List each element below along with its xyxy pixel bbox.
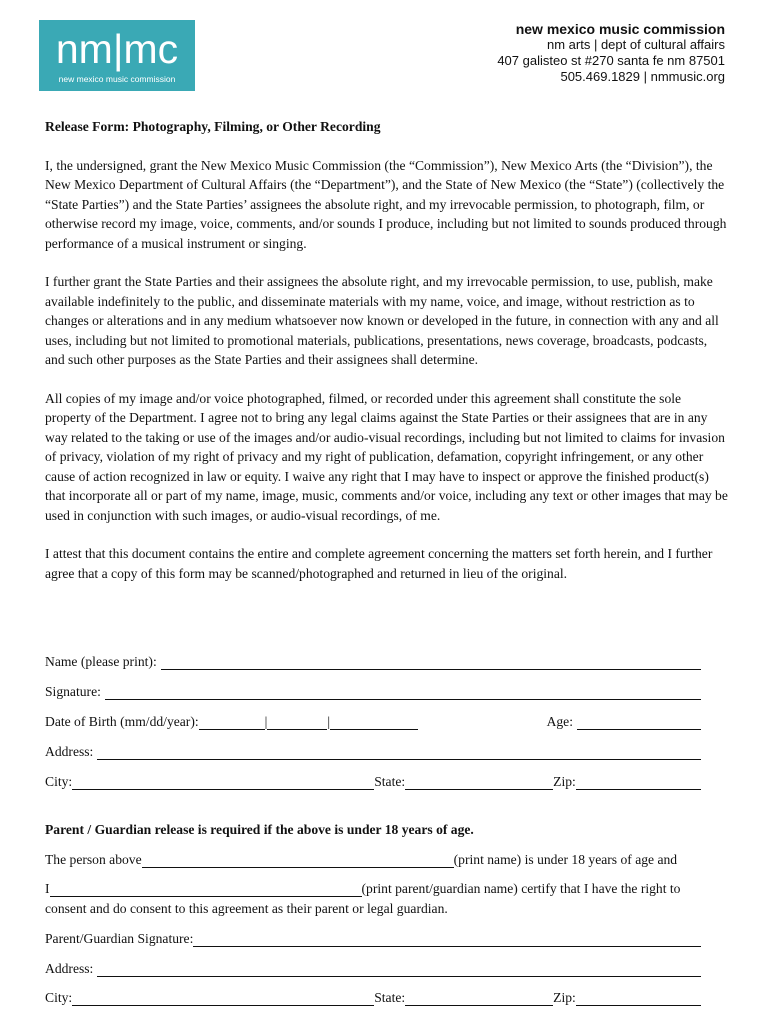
- paragraph-ownership: All copies of my image and/or voice photographed, filmed, or recorded under this agreement shall constitute the sole property of the Department. I agree not to bring any legal claims against the State Parties or their assignees that are in any way related to the taking or use of the images and/or audio-visual recordings, including but not limited to claims for invasion of privacy, violation of my right of privacy and my right of publication, defamation, copyright infringement, or any other cause of action recognized in law or equity. I waive any right that I may have to inspect or approve the finished product(s) that incorporate all or part of my name, image, music, comments and/or voice, including any text or other images that may be used in conjunction with such images, or audio-visual recordings, of me.: [45, 390, 728, 523]
- org-name: new mexico music commission: [515, 21, 725, 37]
- address-label: Address:: [45, 744, 94, 759]
- org-line-contact: 505.469.1829 | nmmusic.org: [560, 69, 725, 84]
- paragraph-use-rights: I further grant the State Parties and their assignees the absolute right, and my irrevocable permission, to use, publish, make available indefinitely to the public, and disseminate materials with my name, voice, and image, without restriction as to changes or alterations and in any medium whatsoever now known or developed in the future, in connection with any and all uses, including but not limited to promotional materials, publications, presentations, news coverage, broadcasts, podcasts, and such other purposes as the State Parties and their assignees shall determine.: [45, 274, 719, 367]
- guardian-state-label: State:: [374, 990, 406, 1005]
- zip-label: Zip:: [553, 774, 576, 789]
- state-field[interactable]: [405, 775, 553, 790]
- name-label: Name (please print):: [45, 654, 157, 669]
- zip-field[interactable]: [576, 775, 701, 790]
- guardian-zip-field[interactable]: [576, 991, 701, 1006]
- release-body: [45, 117, 729, 602]
- guardian-city-label: City:: [45, 990, 73, 1005]
- org-address-block: [497, 21, 725, 85]
- dob-separator: |: [327, 714, 331, 729]
- city-field[interactable]: [72, 775, 374, 790]
- guardian-consent-text: consent and do consent to this agreement as their parent or legal guardian.: [45, 901, 448, 916]
- dob-month-field[interactable]: [199, 715, 265, 730]
- dob-year-field[interactable]: [330, 715, 418, 730]
- guardian-name-field[interactable]: [50, 882, 362, 897]
- certify-suffix: (print parent/guardian name) certify that I have the right to: [361, 881, 681, 896]
- paragraph-attestation: I attest that this document contains the entire and complete agreement concerning the matters set forth herein, and I further agree that a copy of this form may be scanned/photographed and returned in lieu of the original.: [45, 546, 713, 581]
- minor-name-field[interactable]: [142, 853, 454, 868]
- logo: [39, 20, 195, 91]
- city-label: City:: [45, 774, 73, 789]
- org-line-dept: nm arts | dept of cultural affairs: [547, 37, 725, 52]
- guardian-signature-field[interactable]: [193, 932, 701, 947]
- guardian-signature-label: Parent/Guardian Signature:: [45, 931, 194, 946]
- signature-field[interactable]: [105, 685, 701, 700]
- signature-row: [45, 680, 701, 700]
- certify-prefix: I: [45, 881, 50, 896]
- address-field[interactable]: [97, 745, 701, 760]
- guardian-signature-row: [45, 927, 701, 947]
- guardian-address-label: Address:: [45, 961, 94, 976]
- name-field[interactable]: [161, 655, 701, 670]
- city-state-zip-row: [45, 770, 701, 790]
- signature-label: Signature:: [45, 684, 101, 699]
- guardian-zip-label: Zip:: [553, 990, 576, 1005]
- logo-subtitle: new mexico music commission: [58, 74, 176, 84]
- address-row: [45, 740, 701, 760]
- paragraph-grant: I, the undersigned, grant the New Mexico Music Commission (the “Commission”), New Mexico Arts (the “Division”), the New Mexico Department of Cultural Affairs (the “Department”), and the State of New Mexico (the “State”) (collectively the “State Parties”) and the State Parties’ assignees the absolute right, and my irrevocable permission, to photograph, film, or otherwise record my image, voice, comments, and/or sounds I produce, including but not limited to sounds produced through performance of a musical instrument or singing.: [45, 157, 727, 251]
- guardian-address-field[interactable]: [97, 962, 701, 977]
- dob-age-row: [45, 710, 701, 730]
- org-line-street: 407 galisteo st #270 santa fe nm 87501: [497, 53, 725, 68]
- name-row: [45, 650, 701, 670]
- guardian-address-row: [45, 957, 701, 977]
- guardian-certify-row: [45, 877, 735, 897]
- form-title: Release Form: Photography, Filming, or Other Recording: [45, 119, 381, 134]
- state-label: State:: [374, 774, 406, 789]
- dob-label: Date of Birth (mm/dd/year):: [45, 714, 199, 729]
- guardian-city-field[interactable]: [72, 991, 374, 1006]
- logo-mark: nm|mc: [55, 26, 179, 72]
- guardian-heading: Parent / Guardian release is required if the above is under 18 years of age.: [45, 822, 474, 837]
- dob-separator: |: [264, 714, 268, 729]
- dob-day-field[interactable]: [264, 714, 327, 730]
- age-label: Age:: [546, 714, 573, 729]
- age-field[interactable]: [577, 715, 701, 730]
- guardian-state-field[interactable]: [405, 991, 553, 1006]
- person-above-suffix: (print name) is under 18 years of age and: [453, 852, 678, 867]
- guardian-city-state-zip-row: [45, 986, 701, 1006]
- person-above-label: The person above: [45, 852, 142, 867]
- guardian-person-row: [45, 848, 701, 868]
